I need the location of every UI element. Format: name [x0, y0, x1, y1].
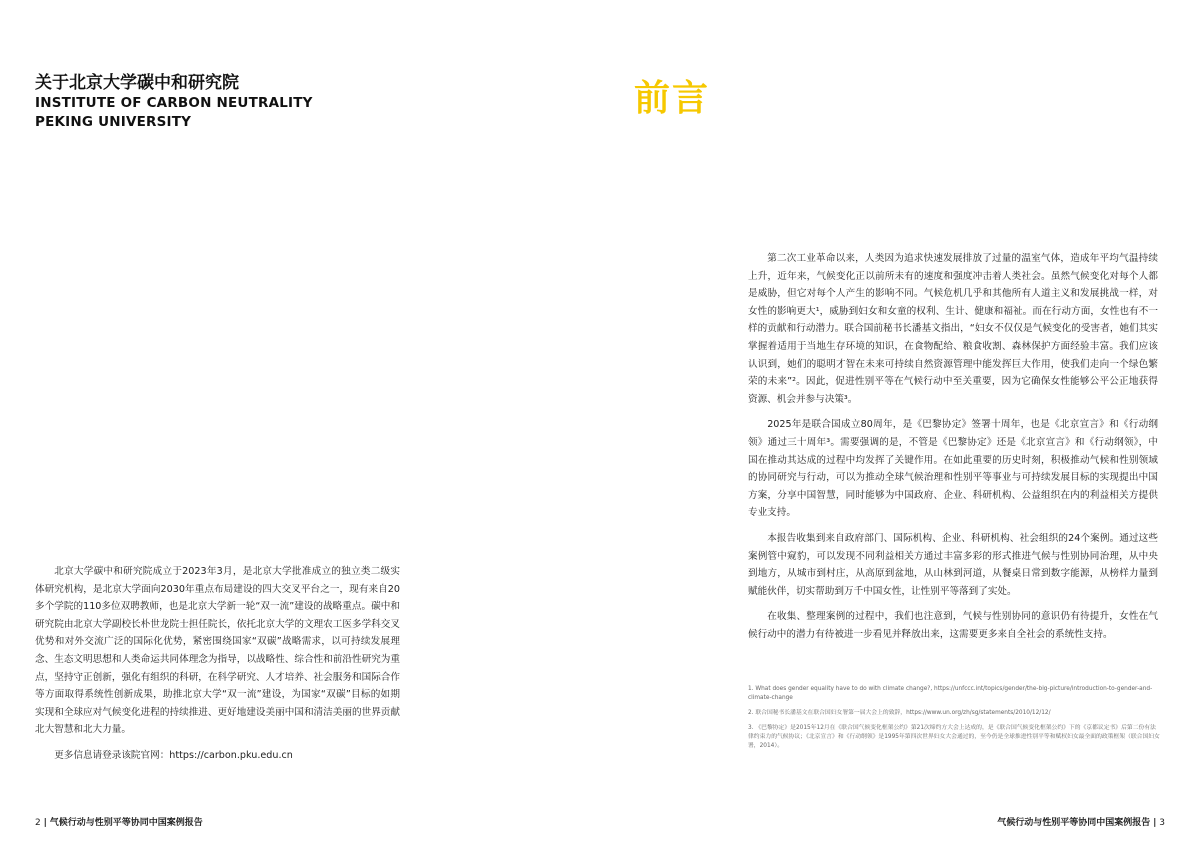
footer-left — [35, 815, 203, 828]
right-page — [600, 0, 1200, 849]
preface-title: 前言 — [634, 78, 711, 119]
preface-paragraph-4: 在收集、整理案例的过程中，我们也注意到，气候与性别协同的意识仍有待提升，女性在气候行动中的潜力有待被进一步看见并释放出来，这需要更多来自全社会的系统性支持。 — [748, 611, 1158, 640]
website-info: 更多信息请登录该院官网：https://carbon.pku.edu.cn — [54, 749, 293, 761]
preface-paragraph-2: 2025年是联合国成立80周年，是《巴黎协定》签署十周年，也是《北京宣言》和《行动纲领》通过三十周年³。需要强调的是，不管是《巴黎协定》还是《北京宣言》和《行动纲领》，中国在推动其达成的过程中均发挥了关键作用。在如此重要的历史时刻，积极推动气候和性别领域的协同研究与行动，可以为推动全球气候治理和性别平等事业与可持续发展目标的实现提出中国方案，分享中国智慧，同时能够为中国政府、企业、科研机构、公益组织在内的利益相关方提供专业支持。 — [748, 419, 1158, 519]
page-number-right: 3 — [1159, 818, 1165, 828]
footer-title-right: 气候行动与性别平等协同中国案例报告 — [997, 818, 1151, 828]
footnote-1: 1. What does gender equality have to do with climate change?, https://unfccc.int/topics/gender/the-big-picture/introduction-to-gender-and-climate-change — [748, 686, 1153, 701]
footer-separator-left: | — [43, 818, 47, 828]
preface-paragraph-3: 本报告收集到来自政府部门、国际机构、企业、科研机构、社会组织的24个案例。通过这些案例管中窥豹，可以发现不同利益相关方通过丰富多彩的形式推进气候与性别协同治理，从中央到地方，从城市到村庄，从高原到盆地，从山林到河道，从餐桌日常到数字能源，从榜样力量到赋能伙伴，切实帮助到万千中国女性，让性别平等落到了实处。 — [748, 532, 1158, 597]
institute-title-en-line-2: PEKING UNIVERSITY — [35, 114, 192, 130]
about-paragraph: 北京大学碳中和研究院成立于2023年3月，是北京大学批准成立的独立类二级实体研究机构，是北京大学面向2030年重点布局建设的四大交叉平台之一，现有来自20多个学院的110多位双聘教师，也是北京大学新一轮“双一流”建设的战略重点。碳中和研究院由北京大学副校长朴世龙院士担任院长，依托北京大学的文理农工医多学科交叉优势和对外交流广泛的国际化优势，紧密围绕国家“双碳”战略需求，以可持续发展理念、生态文明思想和人类命运共同体理念为指导，以战略性、综合性和前沿性研究为重点，坚持守正创新，强化有组织的科研，在科学研究、人才培养、社会服务和国际合作等方面取得系统性创新成果，助推北京大学“双一流”建设，为国家“双碳”目标的如期实现和全球应对气候变化进程的持续推进、更好地建设美丽中国和清洁美丽的世界贡献北大智慧和北大力量。 — [35, 566, 400, 736]
preface-paragraph-1: 第二次工业革命以来，人类因为追求快速发展排放了过量的温室气体，造成年平均气温持续上升，近年来，气候变化正以前所未有的速度和强度冲击着人类社会。虽然气候变化对每个人都是威胁，但它对每个人产生的影响不同。气候危机几乎和其他所有人道主义和发展挑战一样，对女性的影响更大¹，威胁到妇女和女童的权利、生计、健康和福祉。而在行动方面，女性也有不一样的贡献和行动潜力。联合国前秘书长潘基文指出，“妇女不仅仅是气候变化的受害者，她们其实掌握着适用于当地生存环境的知识，在食物配给、粮食收割、森林保护方面经验丰富。我们应该认识到，她们的聪明才智在未来可持续自然资源管理中能发挥巨大作用，使我们走向一个绿色繁荣的未来”²。因此，促进性别平等在气候行动中至关重要，因为它确保女性能够公平公正地获得资源、机会并参与决策³。 — [748, 253, 1158, 405]
footnotes — [748, 685, 1160, 757]
page-number-left: 2 — [35, 818, 41, 828]
footer-right — [997, 815, 1165, 828]
about-section — [35, 563, 400, 765]
institute-title-en — [35, 94, 313, 132]
footer-separator-right: | — [1153, 818, 1157, 828]
footer-title-left: 气候行动与性别平等协同中国案例报告 — [49, 818, 203, 828]
footnote-3: 3. 《巴黎协定》是2015年12月在《联合国气候变化框架公约》第21次缔约方大会上达成的，是《联合国气候变化框架公约》下的《京都议定书》后第二份有法律约束力的气候协议；《北京宣言》和《行动纲领》是1995年第四次世界妇女大会通过的，至今仍是全球推进性别平等和赋权妇女最全面的政策框架（联合国妇女署，2014）。 — [748, 725, 1160, 749]
footnote-2: 2. 联合国秘书长潘基文在联合国妇女署第一届大会上的致辞，https://www.un.org/zh/sg/statements/2010/12/12/ — [748, 710, 1051, 716]
institute-title-en-line-1: INSTITUTE OF CARBON NEUTRALITY — [35, 95, 313, 111]
preface-body — [748, 250, 1158, 651]
institute-title-cn: 关于北京大学碳中和研究院 — [35, 73, 239, 93]
